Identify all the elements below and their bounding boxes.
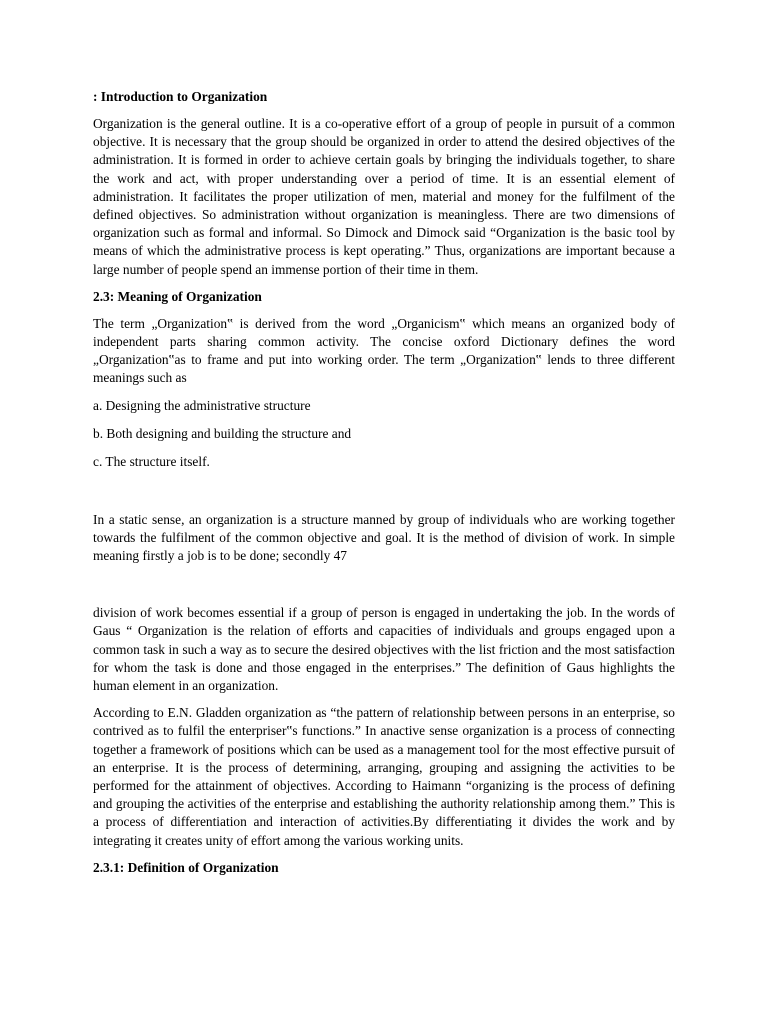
gladden-paragraph: According to E.N. Gladden organization as “the pattern of relationship between persons in an enterprise, so contrived as to fulfil the enterpriser‟s functions.” In anactive sense organization is a process of connecting together a framework of positions which can be used as a management tool for the most effective pursuit of an enterprise. It is the process of determining, arranging, grouping and assigning the activities to be performed for the attainment of objectives. According to Haimann “organizing is the process of defining and grouping the activities of the enterprise and establishing the authority relationship among them.” This is a process of differentiation and interaction of activities.By differentiating it divides the work and by integrating it creates unity of effort among the various working units. xyxy=(93,705,675,848)
list-item: a. Designing the administrative structure xyxy=(93,397,311,413)
definition-heading: 2.3.1: Definition of Organization xyxy=(93,859,279,875)
list-item: c. The structure itself. xyxy=(93,453,210,469)
spacer xyxy=(93,481,675,511)
document-page xyxy=(93,88,675,886)
list-item: b. Both designing and building the structure and xyxy=(93,425,352,441)
page-break-gap xyxy=(93,574,675,604)
gaus-paragraph: division of work becomes essential if a group of person is engaged in undertaking the job. In the words of Gaus “ Organization is the relation of efforts and capacities of individuals and groups engaged upon a common task in such a way as to secure the desired objectives with the list friction and the most satisfaction for whom the task is done and those engaged in the enterprises.” The definition of Gaus highlights the human element in an organization. xyxy=(93,605,675,694)
meaning-heading: 2.3: Meaning of Organization xyxy=(93,288,262,304)
meaning-paragraph: The term „Organization‟ is derived from the word „Organicism‟ which means an organized body of independent parts sharing common activity. The concise oxford Dictionary defines the word „Organization‟as to frame and put into working order. The term „Organization‟ lends to three different meanings such as xyxy=(93,315,675,386)
intro-paragraph: Organization is the general outline. It is a co-operative effort of a group of people in pursuit of a common objective. It is necessary that the group should be organized in order to attend the desired objectives of the administration. It is formed in order to achieve certain goals by bringing the individuals together, to share the work and act, with proper understanding over a period of time. It is an essential element of administration. It facilitates the proper utilization of men, material and money for the fulfilment of the defined objectives. So administration without organization is meaningless. There are two dimensions of organization such as formal and informal. So Dimock and Dimock said “Organization is the basic tool by means of which the administrative process is kept operating.” Thus, organizations are important because a large number of people spend an immense portion of their time in them. xyxy=(93,116,675,277)
intro-heading: : Introduction to Organization xyxy=(93,89,268,104)
static-sense-paragraph: In a static sense, an organization is a structure manned by group of individuals who are working together towards the fulfilment of the common objective and goal. It is the method of division of work. In simple meaning firstly a job is to be done; secondly 47 xyxy=(93,511,675,564)
